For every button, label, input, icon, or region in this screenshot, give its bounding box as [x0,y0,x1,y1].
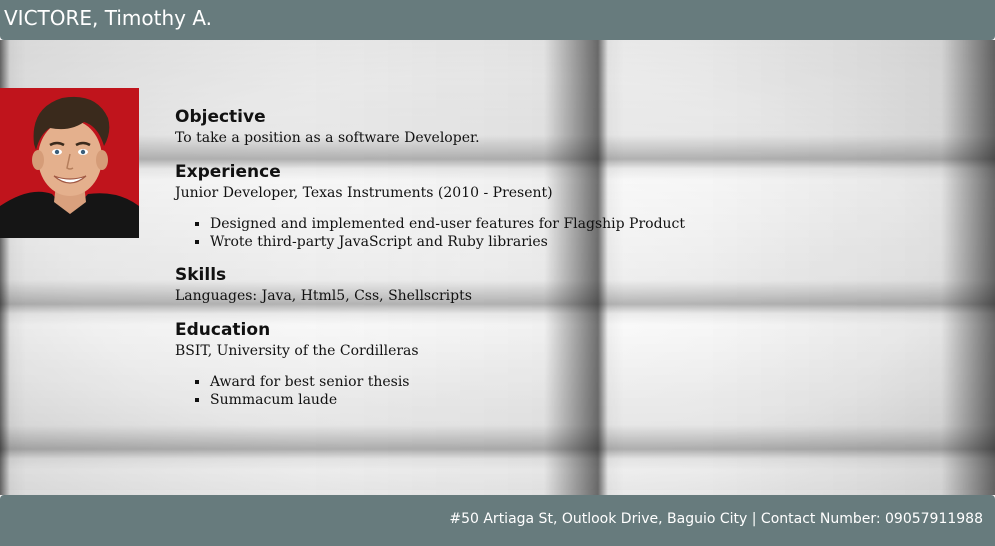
section-title-skills: Skills [175,265,227,285]
list-item: ▪ Wrote third-party JavaScript and Ruby libraries [210,233,955,251]
list-item: ▪ Designed and implemented end-user features for Flagship Product [210,215,955,233]
section-education [175,319,955,409]
objective-text: To take a position as a software Developer. [175,130,480,146]
section-experience [175,161,955,251]
section-title-experience: Experience [175,162,281,182]
resume-content [175,106,955,422]
education-text: BSIT, University of the Cordilleras [175,343,419,359]
footer-bar [0,495,995,546]
header-bar [0,0,995,40]
skills-text: Languages: Java, Html5, Css, Shellscripts [175,288,472,304]
experience-list [175,215,955,251]
profile-photo [0,88,139,238]
section-objective [175,106,955,148]
section-title-objective: Objective [175,107,266,127]
education-list [175,373,955,409]
resume-name: VICTORE, Timothy A. [4,6,213,30]
list-item: ▪ Award for best senior thesis [210,373,955,391]
experience-text: Junior Developer, Texas Instruments (2010 - Present) [175,185,553,201]
section-title-education: Education [175,320,271,340]
list-item: ▪ Summacum laude [210,391,955,409]
profile-photo-icon [0,88,139,238]
contact-info: #50 Artiaga St, Outlook Drive, Baguio City | Contact Number: 09057911988 [449,511,983,527]
section-skills [175,264,955,306]
